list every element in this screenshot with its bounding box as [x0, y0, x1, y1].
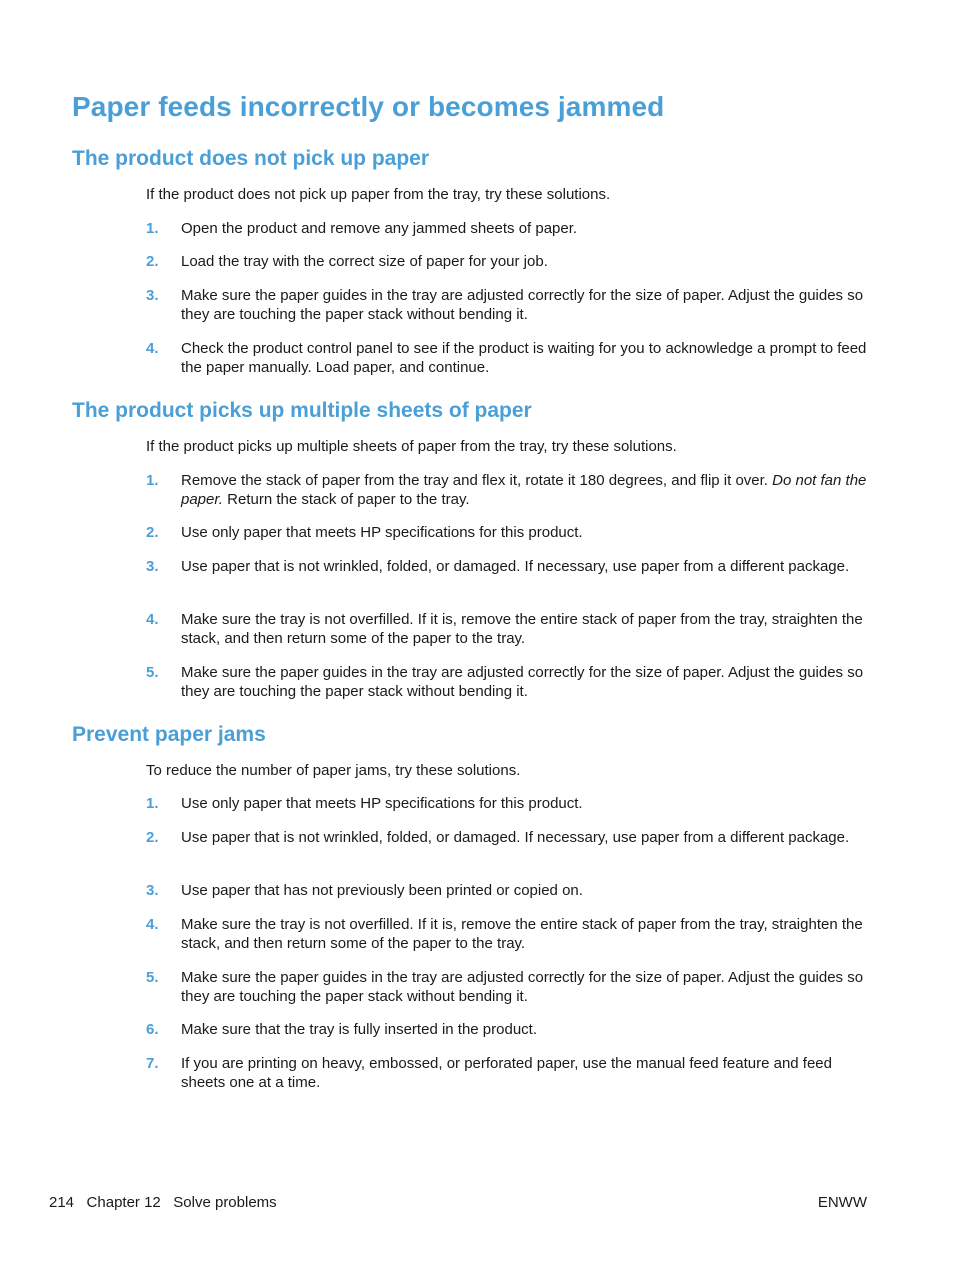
section-intro: To reduce the number of paper jams, try these solutions. [146, 762, 521, 779]
list-number: 4. [146, 916, 159, 933]
list-text: Make sure that the tray is fully inserted in the product. [181, 1021, 538, 1038]
list-number: 1. [146, 795, 159, 812]
list-number: 2. [146, 524, 159, 541]
list-number: 3. [146, 882, 159, 899]
list-text: Load the tray with the correct size of paper for your job. [181, 253, 548, 270]
list-number: 4. [146, 611, 159, 628]
list-text: Check the product control panel to see if the product is waiting for you to acknowledge a prompt to feed the paper manually. Load paper, and continue. [181, 340, 867, 376]
list-text: Make sure the tray is not overfilled. If it is, remove the entire stack of paper from the tray, straighten the stack, and then return some of the paper to the tray. [181, 916, 863, 952]
section-intro: If the product picks up multiple sheets of paper from the tray, try these solutions. [146, 438, 677, 455]
section-intro: If the product does not pick up paper from the tray, try these solutions. [146, 186, 611, 203]
page-footer-left [49, 1193, 277, 1212]
list-number: 2. [146, 829, 159, 846]
list-text [181, 471, 871, 509]
list-text: Use paper that has not previously been printed or copied on. [181, 882, 583, 899]
list-number: 5. [146, 969, 159, 986]
list-number: 6. [146, 1021, 159, 1038]
section-heading: Prevent paper jams [72, 723, 266, 746]
list-number: 3. [146, 287, 159, 304]
page-title: Paper feeds incorrectly or becomes jammed [72, 91, 665, 122]
list-text: Open the product and remove any jammed sheets of paper. [181, 220, 578, 237]
chapter-title: Solve problems [173, 1194, 277, 1211]
section-heading: The product picks up multiple sheets of paper [72, 399, 532, 422]
list-number: 7. [146, 1055, 159, 1072]
chapter-label: Chapter 12 [86, 1194, 161, 1211]
list-text: Make sure the paper guides in the tray are adjusted correctly for the size of paper. Adjust the guides so they are touching the paper stack without bending it. [181, 969, 864, 1005]
list-number: 3. [146, 558, 159, 575]
list-text: Use only paper that meets HP specifications for this product. [181, 795, 583, 812]
list-text: Use only paper that meets HP specifications for this product. [181, 524, 583, 541]
list-number: 2. [146, 253, 159, 270]
list-number: 1. [146, 220, 159, 237]
list-text-emphasis: Do not fan the paper. [181, 472, 867, 508]
list-text: Make sure the paper guides in the tray are adjusted correctly for the size of paper. Adjust the guides so they are touching the paper stack without bending it. [181, 287, 864, 323]
list-number: 1. [146, 472, 159, 489]
list-text-part: Return the stack of paper to the tray. [222, 491, 470, 508]
page-number: 214 [49, 1194, 75, 1211]
list-text: Use paper that is not wrinkled, folded, or damaged. If necessary, use paper from a different package. [181, 829, 850, 846]
list-text: Use paper that is not wrinkled, folded, or damaged. If necessary, use paper from a different package. [181, 558, 850, 575]
list-text: Make sure the tray is not overfilled. If it is, remove the entire stack of paper from the tray, straighten the stack, and then return some of the paper to the tray. [181, 611, 863, 647]
list-text-part: Remove the stack of paper from the tray and flex it, rotate it 180 degrees, and flip it over. [181, 472, 773, 489]
list-text: Make sure the paper guides in the tray are adjusted correctly for the size of paper. Adjust the guides so they are touching the paper stack without bending it. [181, 664, 864, 700]
page-footer-right: ENWW [817, 1194, 867, 1211]
section-heading: The product does not pick up paper [72, 147, 430, 170]
list-number: 5. [146, 664, 159, 681]
list-number: 4. [146, 340, 159, 357]
list-text: If you are printing on heavy, embossed, or perforated paper, use the manual feed feature and feed sheets one at a time. [181, 1055, 832, 1091]
